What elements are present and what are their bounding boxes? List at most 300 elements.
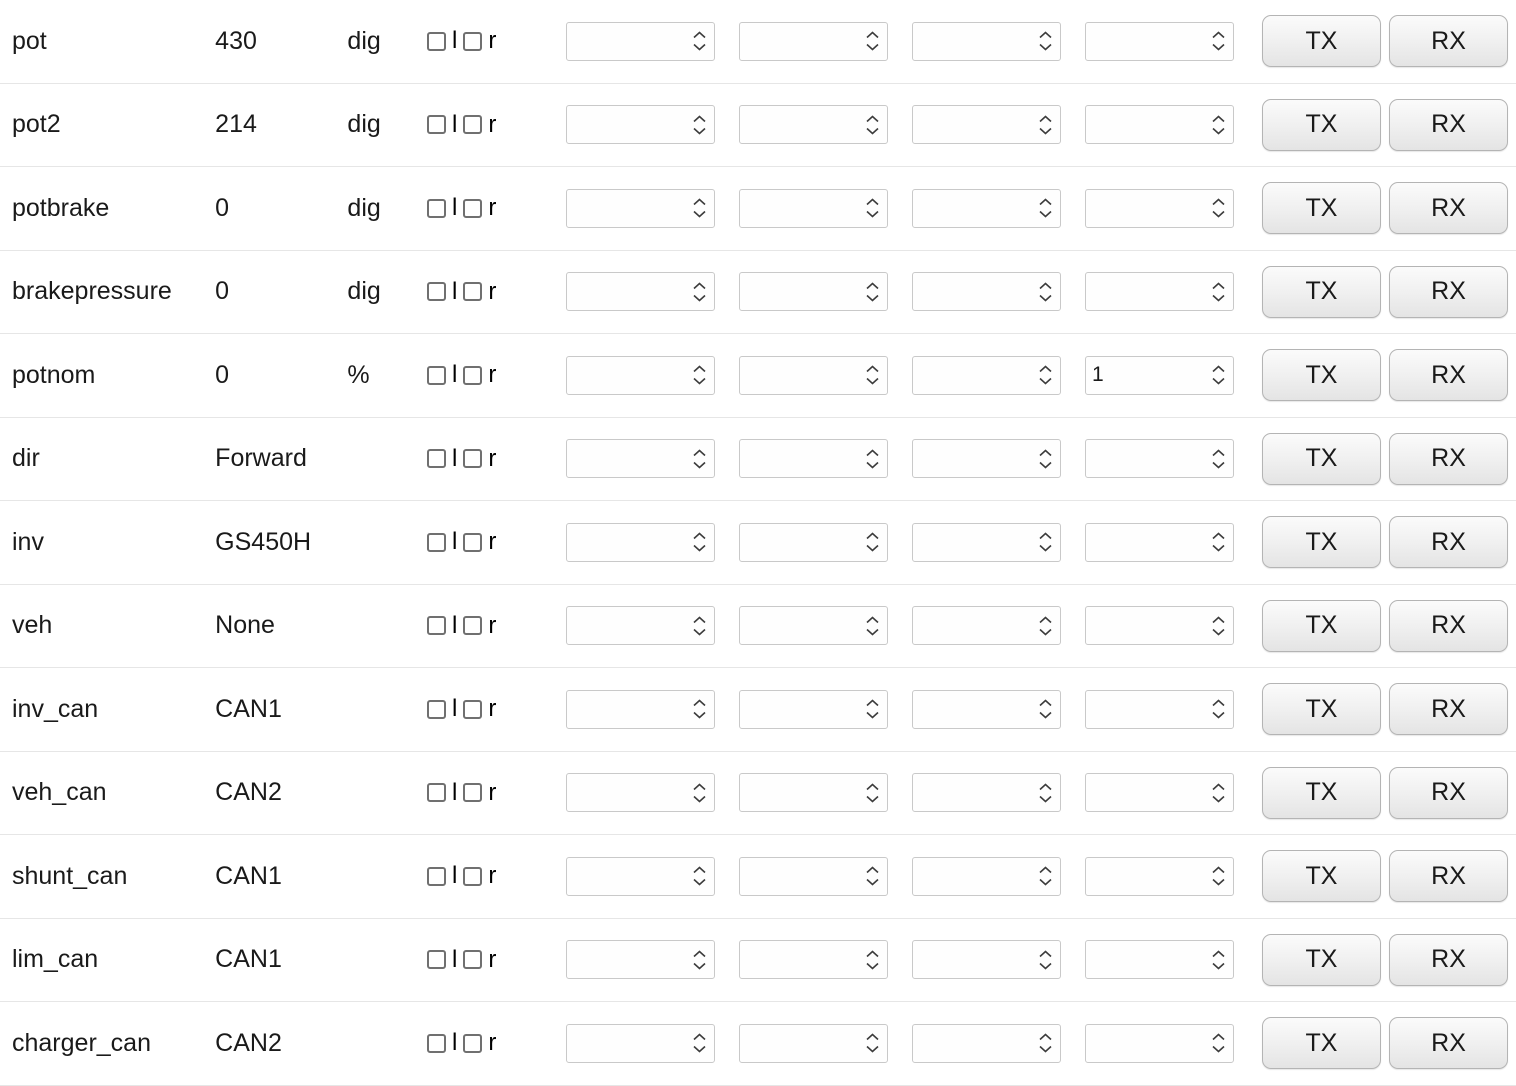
- spinbox-1-input[interactable]: [567, 775, 672, 810]
- tx-button[interactable]: TX: [1262, 934, 1381, 986]
- rx-button[interactable]: RX: [1389, 182, 1508, 234]
- spinbox-4-input[interactable]: [1086, 358, 1191, 393]
- spinbox-3[interactable]: [912, 356, 1061, 395]
- spinbox-2-input[interactable]: [740, 441, 845, 476]
- spinbox-3-input[interactable]: [913, 525, 1018, 560]
- spinbox-1[interactable]: [566, 940, 715, 979]
- spinbox-2-input[interactable]: [740, 1026, 845, 1061]
- spinbox-3[interactable]: [912, 1024, 1061, 1063]
- spinbox-4[interactable]: [1085, 940, 1234, 979]
- spinbox-3-arrows[interactable]: [1039, 533, 1052, 552]
- left-flag-label: l: [451, 528, 458, 556]
- row-actions: [1262, 182, 1516, 234]
- spinbox-4-input[interactable]: [1086, 107, 1191, 142]
- spinbox-1-input[interactable]: [567, 859, 672, 894]
- tx-button[interactable]: TX: [1262, 600, 1381, 652]
- spinbox-4[interactable]: [1085, 606, 1234, 645]
- spinbox-3-arrows[interactable]: [1039, 32, 1052, 51]
- spinbox-4-arrows[interactable]: [1212, 783, 1225, 802]
- right-flag-checkbox[interactable]: [463, 115, 482, 134]
- parameter-name: inv_can: [12, 694, 99, 723]
- spinbox-2-input[interactable]: [740, 358, 845, 393]
- right-flag-label: r: [488, 778, 497, 806]
- spinbox-1[interactable]: [566, 523, 715, 562]
- spinbox-4-input[interactable]: [1086, 775, 1191, 810]
- spinbox-group: [566, 189, 1258, 228]
- spinbox-4[interactable]: [1085, 356, 1234, 395]
- spinbox-1[interactable]: [566, 22, 715, 61]
- spinbox-3[interactable]: [912, 773, 1061, 812]
- spinbox-1-arrows[interactable]: [693, 199, 706, 218]
- right-flag-checkbox[interactable]: [463, 449, 482, 468]
- spinbox-1-arrows[interactable]: [693, 449, 706, 468]
- spinbox-3[interactable]: [912, 439, 1061, 478]
- flag-checkbox-group: [427, 864, 541, 888]
- parameter-unit: dig: [347, 110, 381, 139]
- spinbox-1-arrows[interactable]: [693, 115, 706, 134]
- left-flag-label: l: [451, 27, 458, 55]
- left-flag-checkbox[interactable]: [427, 32, 446, 51]
- spinbox-1-arrows[interactable]: [693, 533, 706, 552]
- spinbox-1-arrows[interactable]: [693, 783, 706, 802]
- spinbox-3-input[interactable]: [913, 608, 1018, 643]
- spinbox-4-arrows[interactable]: [1212, 282, 1225, 301]
- right-flag-checkbox[interactable]: [463, 950, 482, 969]
- spinbox-1-input[interactable]: [567, 1026, 672, 1061]
- spinbox-2-input[interactable]: [740, 859, 845, 894]
- spinbox-3[interactable]: [912, 272, 1061, 311]
- spinbox-1-input[interactable]: [567, 441, 672, 476]
- spinbox-1[interactable]: [566, 105, 715, 144]
- rx-button[interactable]: RX: [1389, 516, 1508, 568]
- spinbox-1[interactable]: [566, 356, 715, 395]
- right-flag-checkbox[interactable]: [463, 199, 482, 218]
- tx-button[interactable]: TX: [1262, 516, 1381, 568]
- parameter-name: brakepressure: [12, 277, 172, 306]
- spinbox-3-input[interactable]: [913, 692, 1018, 727]
- spinbox-2-arrows[interactable]: [866, 783, 879, 802]
- spinbox-2-arrows[interactable]: [866, 1034, 879, 1053]
- spinbox-4-arrows[interactable]: [1212, 115, 1225, 134]
- spinbox-2-arrows[interactable]: [866, 867, 879, 886]
- spinbox-2[interactable]: [739, 189, 888, 228]
- spinbox-2[interactable]: [739, 22, 888, 61]
- spinbox-4-input[interactable]: [1086, 191, 1191, 226]
- spinbox-2-arrows[interactable]: [866, 199, 879, 218]
- spinbox-4[interactable]: [1085, 523, 1234, 562]
- spinbox-1-arrows[interactable]: [693, 282, 706, 301]
- flag-checkbox-group: [427, 444, 541, 472]
- spinbox-3-arrows[interactable]: [1039, 449, 1052, 468]
- table-row: [0, 501, 1516, 585]
- spinbox-3-input[interactable]: [913, 441, 1018, 476]
- parameter-name: pot2: [12, 110, 61, 139]
- spinbox-3-input[interactable]: [913, 859, 1018, 894]
- flag-checkbox-group: [427, 110, 541, 138]
- spinbox-3-arrows[interactable]: [1039, 616, 1052, 635]
- parameter-value: CAN1: [215, 694, 282, 723]
- spinbox-1-arrows[interactable]: [693, 950, 706, 969]
- spinbox-2[interactable]: [739, 356, 888, 395]
- spinbox-4-arrows[interactable]: [1212, 1034, 1225, 1053]
- spinbox-2-arrows[interactable]: [866, 366, 879, 385]
- right-flag-checkbox[interactable]: [463, 32, 482, 51]
- spinbox-1[interactable]: [566, 189, 715, 228]
- tx-button[interactable]: TX: [1262, 767, 1381, 819]
- row-actions: [1262, 1017, 1516, 1069]
- spinbox-4[interactable]: [1085, 189, 1234, 228]
- parameter-value: 0: [215, 277, 230, 306]
- rx-button[interactable]: RX: [1389, 934, 1508, 986]
- left-flag-checkbox[interactable]: [427, 366, 446, 385]
- right-flag-checkbox[interactable]: [463, 533, 482, 552]
- spinbox-4-arrows[interactable]: [1212, 199, 1225, 218]
- parameter-value: CAN1: [215, 861, 282, 890]
- rx-button[interactable]: RX: [1389, 349, 1508, 401]
- spinbox-3-input[interactable]: [913, 942, 1018, 977]
- spinbox-group: [566, 105, 1258, 144]
- table-row: [0, 84, 1516, 168]
- left-flag-label: l: [451, 611, 458, 639]
- flag-checkbox-group: [427, 277, 541, 305]
- rx-button[interactable]: RX: [1389, 433, 1508, 485]
- spinbox-3-input[interactable]: [913, 191, 1018, 226]
- spinbox-group: [566, 857, 1258, 896]
- tx-button[interactable]: TX: [1262, 850, 1381, 902]
- spinbox-4-input[interactable]: [1086, 608, 1191, 643]
- spinbox-group: [566, 940, 1258, 979]
- right-flag-checkbox[interactable]: [463, 616, 482, 635]
- spinbox-2[interactable]: [739, 857, 888, 896]
- right-flag-checkbox[interactable]: [463, 700, 482, 719]
- spinbox-1[interactable]: [566, 690, 715, 729]
- flag-checkbox-group: [427, 196, 541, 220]
- spinbox-3[interactable]: [912, 606, 1061, 645]
- spinbox-2-arrows[interactable]: [866, 700, 879, 719]
- spinbox-3-input[interactable]: [913, 107, 1018, 142]
- spinbox-4-input[interactable]: [1086, 274, 1191, 309]
- spinbox-1-input[interactable]: [567, 107, 672, 142]
- right-flag-label: r: [488, 361, 497, 389]
- spinbox-1-input[interactable]: [567, 274, 672, 309]
- flag-checkbox-group: [427, 530, 541, 554]
- spinbox-1-input[interactable]: [567, 191, 672, 226]
- left-flag-checkbox[interactable]: [427, 950, 446, 969]
- spinbox-4[interactable]: [1085, 272, 1234, 311]
- spinbox-2-input[interactable]: [740, 24, 845, 59]
- spinbox-2[interactable]: [739, 439, 888, 478]
- spinbox-group: [566, 606, 1258, 645]
- right-flag-label: r: [488, 945, 497, 973]
- left-flag-checkbox[interactable]: [427, 282, 446, 301]
- spinbox-3[interactable]: [912, 105, 1061, 144]
- left-flag-label: l: [451, 862, 458, 890]
- spinbox-3[interactable]: [912, 940, 1061, 979]
- right-flag-label: r: [488, 862, 497, 890]
- right-flag-label: r: [488, 528, 497, 556]
- spinbox-4-input[interactable]: [1086, 859, 1191, 894]
- spinbox-2-arrows[interactable]: [866, 950, 879, 969]
- row-actions: [1262, 15, 1516, 67]
- right-flag-label: r: [488, 695, 497, 723]
- left-flag-checkbox[interactable]: [427, 533, 446, 552]
- spinbox-2[interactable]: [739, 606, 888, 645]
- spinbox-group: [566, 272, 1258, 311]
- spinbox-1[interactable]: [566, 773, 715, 812]
- tx-button[interactable]: TX: [1262, 1017, 1381, 1069]
- tx-button[interactable]: TX: [1262, 99, 1381, 151]
- rx-button[interactable]: RX: [1389, 99, 1508, 151]
- spinbox-3-input[interactable]: [913, 358, 1018, 393]
- row-actions: [1262, 600, 1516, 652]
- left-flag-label: l: [451, 778, 458, 806]
- spinbox-4[interactable]: [1085, 690, 1234, 729]
- spinbox-1[interactable]: [566, 439, 715, 478]
- left-flag-label: l: [451, 1029, 458, 1057]
- spinbox-4[interactable]: [1085, 22, 1234, 61]
- rx-button[interactable]: RX: [1389, 600, 1508, 652]
- spinbox-2[interactable]: [739, 523, 888, 562]
- right-flag-label: r: [488, 194, 497, 222]
- row-actions: [1262, 99, 1516, 151]
- rx-button[interactable]: RX: [1389, 683, 1508, 735]
- spinbox-4[interactable]: [1085, 105, 1234, 144]
- parameter-value: 0: [215, 360, 230, 389]
- right-flag-label: r: [488, 27, 497, 55]
- left-flag-checkbox[interactable]: [427, 449, 446, 468]
- spinbox-4[interactable]: [1085, 1024, 1234, 1063]
- parameter-value: 0: [215, 193, 230, 222]
- spinbox-group: [566, 356, 1258, 395]
- spinbox-1-arrows[interactable]: [693, 366, 706, 385]
- parameter-name: charger_can: [12, 1028, 151, 1057]
- right-flag-checkbox[interactable]: [463, 867, 482, 886]
- row-actions: [1262, 516, 1516, 568]
- parameter-value: CAN1: [215, 945, 282, 974]
- left-flag-label: l: [451, 695, 458, 723]
- spinbox-2-arrows[interactable]: [866, 115, 879, 134]
- spinbox-group: [566, 1024, 1258, 1063]
- spinbox-3-input[interactable]: [913, 274, 1018, 309]
- spinbox-1-input[interactable]: [567, 525, 672, 560]
- left-flag-label: l: [451, 277, 458, 305]
- left-flag-label: l: [451, 110, 458, 138]
- parameter-unit: dig: [347, 193, 381, 222]
- right-flag-label: r: [488, 1029, 497, 1057]
- spinbox-4-arrows[interactable]: [1212, 616, 1225, 635]
- table-row: [0, 334, 1516, 418]
- spinbox-1-input[interactable]: [567, 608, 672, 643]
- row-actions: [1262, 767, 1516, 819]
- spinbox-3-arrows[interactable]: [1039, 867, 1052, 886]
- spinbox-2[interactable]: [739, 940, 888, 979]
- left-flag-checkbox[interactable]: [427, 199, 446, 218]
- spinbox-3-arrows[interactable]: [1039, 1034, 1052, 1053]
- right-flag-label: r: [488, 277, 497, 305]
- spinbox-2-input[interactable]: [740, 525, 845, 560]
- spinbox-1-arrows[interactable]: [693, 1034, 706, 1053]
- spinbox-2-arrows[interactable]: [866, 616, 879, 635]
- spinbox-2-arrows[interactable]: [866, 533, 879, 552]
- spinbox-3[interactable]: [912, 690, 1061, 729]
- spinbox-2-input[interactable]: [740, 608, 845, 643]
- flag-checkbox-group: [427, 29, 541, 53]
- spinbox-4-input[interactable]: [1086, 525, 1191, 560]
- spinbox-4[interactable]: [1085, 439, 1234, 478]
- spinbox-4-arrows[interactable]: [1212, 533, 1225, 552]
- spinbox-3[interactable]: [912, 189, 1061, 228]
- spinbox-group: [566, 439, 1258, 478]
- spinbox-3[interactable]: [912, 523, 1061, 562]
- spinbox-1[interactable]: [566, 606, 715, 645]
- spinbox-4-arrows[interactable]: [1212, 700, 1225, 719]
- tx-button[interactable]: TX: [1262, 349, 1381, 401]
- spinbox-4[interactable]: [1085, 773, 1234, 812]
- flag-checkbox-group: [427, 1031, 541, 1055]
- spinbox-1-arrows[interactable]: [693, 616, 706, 635]
- right-flag-label: r: [488, 611, 497, 639]
- spinbox-1[interactable]: [566, 1024, 715, 1063]
- spinbox-4-input[interactable]: [1086, 441, 1191, 476]
- spinbox-1[interactable]: [566, 272, 715, 311]
- spinbox-1-arrows[interactable]: [693, 700, 706, 719]
- spinbox-1[interactable]: [566, 857, 715, 896]
- spinbox-1-arrows[interactable]: [693, 867, 706, 886]
- parameter-name: lim_can: [12, 945, 99, 974]
- spinbox-2[interactable]: [739, 690, 888, 729]
- spinbox-3-input[interactable]: [913, 775, 1018, 810]
- left-flag-checkbox[interactable]: [427, 115, 446, 134]
- spinbox-3[interactable]: [912, 857, 1061, 896]
- left-flag-checkbox[interactable]: [427, 616, 446, 635]
- left-flag-checkbox[interactable]: [427, 700, 446, 719]
- parameter-name: potbrake: [12, 193, 110, 222]
- parameter-value: CAN2: [215, 778, 282, 807]
- flag-checkbox-group: [427, 363, 541, 387]
- tx-button[interactable]: TX: [1262, 182, 1381, 234]
- rx-button[interactable]: RX: [1389, 266, 1508, 318]
- row-actions: [1262, 934, 1516, 986]
- spinbox-2-input[interactable]: [740, 942, 845, 977]
- spinbox-3-arrows[interactable]: [1039, 700, 1052, 719]
- spinbox-group: [566, 22, 1258, 61]
- parameter-name: veh: [12, 611, 53, 640]
- table-row: [0, 1002, 1516, 1086]
- parameter-unit: dig: [347, 26, 381, 55]
- table-row: [0, 167, 1516, 251]
- spinbox-4-arrows[interactable]: [1212, 366, 1225, 385]
- row-actions: [1262, 683, 1516, 735]
- spinbox-2-arrows[interactable]: [866, 449, 879, 468]
- table-row: [0, 668, 1516, 752]
- right-flag-checkbox[interactable]: [463, 282, 482, 301]
- parameter-name: shunt_can: [12, 861, 128, 890]
- spinbox-3-arrows[interactable]: [1039, 950, 1052, 969]
- spinbox-3-arrows[interactable]: [1039, 366, 1052, 385]
- parameter-value: 430: [215, 26, 257, 55]
- left-flag-label: l: [451, 194, 458, 222]
- tx-button[interactable]: TX: [1262, 683, 1381, 735]
- spinbox-2[interactable]: [739, 272, 888, 311]
- spinbox-2-input[interactable]: [740, 107, 845, 142]
- tx-button[interactable]: TX: [1262, 15, 1381, 67]
- left-flag-checkbox[interactable]: [427, 783, 446, 802]
- spinbox-1-input[interactable]: [567, 358, 672, 393]
- right-flag-checkbox[interactable]: [463, 366, 482, 385]
- table-row: [0, 418, 1516, 502]
- parameter-value: 214: [215, 110, 257, 139]
- rx-button[interactable]: RX: [1389, 15, 1508, 67]
- spinbox-1-input[interactable]: [567, 692, 672, 727]
- spinbox-2-input[interactable]: [740, 775, 845, 810]
- spinbox-4-arrows[interactable]: [1212, 449, 1225, 468]
- spinbox-4[interactable]: [1085, 857, 1234, 896]
- spinbox-1-input[interactable]: [567, 942, 672, 977]
- spinbox-2[interactable]: [739, 773, 888, 812]
- spinbox-group: [566, 523, 1258, 562]
- spinbox-1-arrows[interactable]: [693, 32, 706, 51]
- spinbox-3-input[interactable]: [913, 1026, 1018, 1061]
- spinbox-4-arrows[interactable]: [1212, 950, 1225, 969]
- left-flag-checkbox[interactable]: [427, 1034, 446, 1053]
- rx-button[interactable]: RX: [1389, 767, 1508, 819]
- row-actions: [1262, 850, 1516, 902]
- spinbox-4-input[interactable]: [1086, 692, 1191, 727]
- left-flag-label: l: [451, 361, 458, 389]
- spinbox-group: [566, 773, 1258, 812]
- spinbox-3-arrows[interactable]: [1039, 199, 1052, 218]
- left-flag-checkbox[interactable]: [427, 867, 446, 886]
- spinbox-3-arrows[interactable]: [1039, 115, 1052, 134]
- spinbox-2-arrows[interactable]: [866, 282, 879, 301]
- flag-checkbox-group: [427, 697, 541, 721]
- table-row: [0, 251, 1516, 335]
- parameter-value: Forward: [215, 444, 307, 473]
- spinbox-3[interactable]: [912, 22, 1061, 61]
- tx-button[interactable]: TX: [1262, 433, 1381, 485]
- spinbox-3-arrows[interactable]: [1039, 282, 1052, 301]
- right-flag-label: r: [488, 444, 497, 472]
- parameter-name: veh_can: [12, 778, 107, 807]
- spinbox-4-arrows[interactable]: [1212, 32, 1225, 51]
- rx-button[interactable]: RX: [1389, 1017, 1508, 1069]
- spinbox-4-input[interactable]: [1086, 1026, 1191, 1061]
- spinbox-3-arrows[interactable]: [1039, 783, 1052, 802]
- spinbox-2-input[interactable]: [740, 274, 845, 309]
- row-actions: [1262, 349, 1516, 401]
- flag-checkbox-group: [427, 611, 541, 639]
- spinbox-3-input[interactable]: [913, 24, 1018, 59]
- spinbox-2-input[interactable]: [740, 692, 845, 727]
- spinbox-4-arrows[interactable]: [1212, 867, 1225, 886]
- spinbox-2[interactable]: [739, 1024, 888, 1063]
- spinbox-4-input[interactable]: [1086, 24, 1191, 59]
- row-actions: [1262, 266, 1516, 318]
- right-flag-checkbox[interactable]: [463, 1034, 482, 1053]
- spinbox-2-input[interactable]: [740, 191, 845, 226]
- table-row: [0, 752, 1516, 836]
- parameter-value: GS450H: [215, 527, 312, 556]
- tx-button[interactable]: TX: [1262, 266, 1381, 318]
- spinbox-2-arrows[interactable]: [866, 32, 879, 51]
- spinbox-4-input[interactable]: [1086, 942, 1191, 977]
- parameter-name: potnom: [12, 360, 96, 389]
- flag-checkbox-group: [427, 778, 541, 806]
- rx-button[interactable]: RX: [1389, 850, 1508, 902]
- spinbox-2[interactable]: [739, 105, 888, 144]
- right-flag-checkbox[interactable]: [463, 783, 482, 802]
- spinbox-1-input[interactable]: [567, 24, 672, 59]
